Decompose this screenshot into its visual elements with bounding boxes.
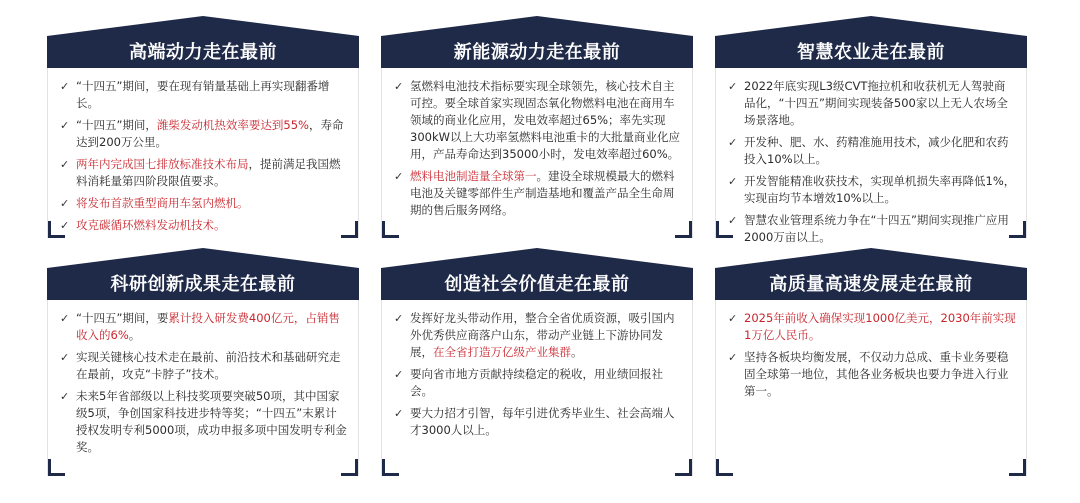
item-text: 。: [571, 345, 583, 359]
item-text: “十四五”期间，要在现有销量基础上再实现翻番增长。: [76, 79, 330, 110]
list-item: [392, 310, 682, 361]
item-text: 。建设全球规模最大的燃料电池及关键零部件生产制造基地和覆盖产品全生命周期的售后服务网络。: [410, 169, 675, 217]
corner-bracket-right: [1009, 221, 1026, 238]
check-icon: ✓: [394, 407, 404, 420]
goal-list: [716, 68, 1026, 246]
list-item: [58, 117, 348, 151]
item-text: 发挥好龙头带动作用，整合全省优质资源，吸引国内外优秀供应商落户山东，带动产业链上下游协同发展，: [410, 311, 675, 359]
corner-bracket-left: [382, 459, 399, 476]
check-icon: ✓: [728, 214, 738, 227]
card-body: [381, 300, 693, 476]
card-body: [47, 300, 359, 476]
card-body: [381, 68, 693, 238]
card-title: 创造社会价值走在最前: [444, 274, 630, 295]
check-icon: ✓: [394, 368, 404, 381]
item-text: 未来5年省部级以上科技奖项要突破50项，其中国家级5项，争创国家科技进步特等奖；“十四五”末累计授权发明专利5000项，成功申报多项中国发明专利金奖。: [76, 389, 347, 454]
check-icon: ✓: [60, 219, 70, 232]
highlight-text: 将发布首款重型商用车氢内燃机。: [76, 196, 249, 210]
corner-bracket-left: [48, 221, 65, 238]
goal-list: [382, 68, 692, 219]
corner-bracket-right: [675, 221, 692, 238]
list-item: [58, 349, 348, 383]
check-icon: ✓: [60, 119, 70, 132]
corner-bracket-right: [675, 459, 692, 476]
highlight-text: 两年内完成国七排放标准技术布局: [76, 157, 249, 171]
list-item: [392, 168, 682, 219]
highlight-text: 累计投入研发费400亿元，占销售收入的6%: [76, 311, 340, 342]
corner-bracket-right: [1009, 459, 1026, 476]
highlight-text: 2025年前收入确保实现1000亿美元，2030年前实现1万亿人民币。: [744, 311, 1016, 342]
corner-bracket-left: [716, 459, 733, 476]
highlight-text: 攻克碳循环燃料发动机技术。: [76, 218, 226, 232]
goal-card: [47, 248, 359, 476]
check-icon: ✓: [728, 312, 738, 325]
corner-bracket-right: [341, 459, 358, 476]
item-text: 开发智能精准收获技术，实现单机损失率再降低1%，实现亩均节本增效10%以上。: [744, 174, 1016, 205]
highlight-text: 燃料电池制造量全球第一: [410, 169, 537, 183]
card-body: [47, 68, 359, 238]
card-title: 科研创新成果走在最前: [110, 274, 296, 295]
item-text: 开发种、肥、水、药精准施用技术，减少化肥和农药投入10%以上。: [744, 135, 1009, 166]
goal-list: [48, 68, 358, 234]
check-icon: ✓: [728, 351, 738, 364]
card-title: 高质量高速发展走在最前: [769, 274, 973, 295]
item-text: 智慧农业管理系统力争在“十四五”期间实现推广应用2000万亩以上。: [744, 213, 1009, 244]
item-text: “十四五”期间，要: [76, 311, 169, 325]
highlight-text: 潍柴发动机热效率要达到55%: [156, 118, 309, 132]
list-item: [726, 349, 1016, 400]
list-item: [58, 195, 348, 212]
check-icon: ✓: [728, 80, 738, 93]
goal-list: [716, 300, 1026, 400]
list-item: [58, 78, 348, 112]
item-text: 2022年底实现L3级CVT拖拉机和收获机无人驾驶商品化，“十四五”期间实现装备500家以上无人农场全场景落地。: [744, 79, 1008, 127]
card-header: [47, 16, 359, 68]
goal-list: [382, 300, 692, 439]
card-header: [715, 248, 1027, 300]
check-icon: ✓: [60, 351, 70, 364]
corner-bracket-right: [341, 221, 358, 238]
item-text: 。: [128, 328, 141, 342]
item-text: 氢燃料电池技术指标要实现全球领先，核心技术自主可控。要全球首家实现固态氧化物燃料电池在商用车领域的商业化应用，发电效率超过65%；率先实现300kW以上大功率氢燃料电池重卡的大批量商业化应用，产品寿命达到35000小时，发电效率超过60%。: [410, 79, 680, 161]
list-item: [58, 217, 348, 234]
list-item: [726, 134, 1016, 168]
card-header: [381, 248, 693, 300]
item-text: ，寿命达到200万公里。: [76, 118, 344, 149]
corner-bracket-left: [382, 221, 399, 238]
item-text: ，提前满足我国燃料消耗量第四阶段限值要求。: [76, 157, 341, 188]
check-icon: ✓: [728, 175, 738, 188]
card-header: [715, 16, 1027, 68]
corner-bracket-left: [716, 221, 733, 238]
item-text: “十四五”期间，: [76, 118, 157, 132]
item-text: 要大力招才引智，每年引进优秀毕业生、社会高端人才3000人以上。: [410, 406, 675, 437]
card-title: 智慧农业走在最前: [797, 42, 945, 63]
card-header: [381, 16, 693, 68]
check-icon: ✓: [394, 312, 404, 325]
item-text: 要向省市地方贡献持续稳定的税收，用业绩回报社会。: [410, 367, 663, 398]
card-title: 新能源动力走在最前: [453, 42, 621, 63]
goal-card: [47, 16, 359, 238]
card-header: [47, 248, 359, 300]
item-text: 实现关键核心技术走在最前、前沿技术和基础研究走在最前，攻克“卡脖子”技术。: [76, 350, 341, 381]
card-body: [715, 68, 1027, 244]
check-icon: ✓: [394, 170, 404, 183]
goal-card: [715, 248, 1027, 476]
list-item: [58, 156, 348, 190]
list-item: [58, 310, 348, 344]
item-text: 坚持各板块均衡发展，不仅动力总成、重卡业务要稳固全球第一地位，其他各业务板块也要力争进入行业第一。: [744, 350, 1009, 398]
check-icon: ✓: [60, 197, 70, 210]
list-item: [58, 388, 348, 456]
check-icon: ✓: [60, 80, 70, 93]
goal-card: [715, 16, 1027, 244]
check-icon: ✓: [60, 390, 70, 403]
corner-bracket-left: [48, 459, 65, 476]
list-item: [726, 78, 1016, 129]
card-body: [715, 300, 1027, 476]
list-item: [392, 78, 682, 163]
list-item: [726, 310, 1016, 344]
list-item: [726, 173, 1016, 207]
check-icon: ✓: [728, 136, 738, 149]
highlight-text: 在全省打造万亿级产业集群: [433, 345, 571, 359]
list-item: [726, 212, 1016, 246]
check-icon: ✓: [60, 312, 70, 325]
check-icon: ✓: [60, 158, 70, 171]
list-item: [392, 366, 682, 400]
goal-card: [381, 248, 693, 476]
check-icon: ✓: [394, 80, 404, 93]
card-title: 高端动力走在最前: [129, 42, 277, 63]
goal-card: [381, 16, 693, 238]
goal-list: [48, 300, 358, 456]
list-item: [392, 405, 682, 439]
